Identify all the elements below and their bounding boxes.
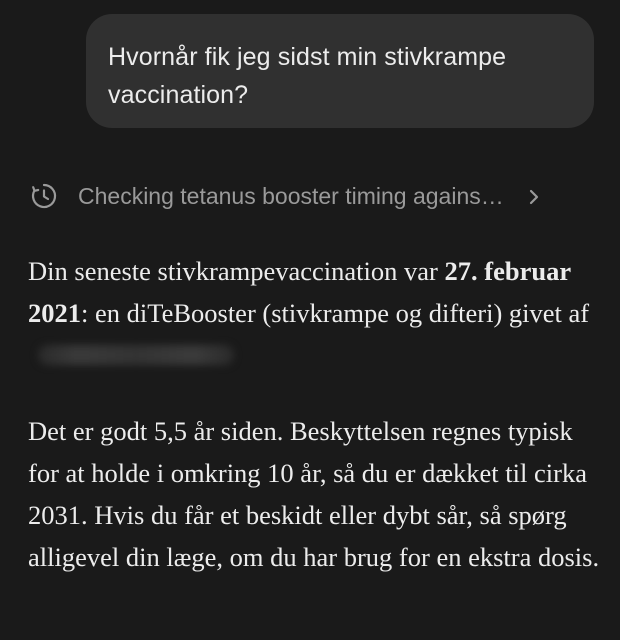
chevron-right-icon [526,186,542,206]
answer-text: Din seneste stivkrampevaccination var [28,256,445,286]
clock-icon [30,182,58,210]
answer-paragraph-1 [28,250,600,376]
user-message-bubble [86,14,594,128]
thinking-summary-label: Checking tetanus booster timing agains… [78,182,504,209]
redacted-provider-name [38,345,234,365]
answer-text: Det er godt 5,5 år siden. Beskyttelsen regnes typisk for at holde i omkring 10 år, så du er dækket til cirka 2031. Hvis du får et beskidt eller dybt sår, så spørg alligevel din læge, om du har brug for en ekstra dosis. [28,416,600,572]
thinking-summary-toggle[interactable] [30,176,542,216]
vaccination-date: 27. februar 2021 [28,256,571,328]
user-message-text: Hvornår fik jeg sidst min stivkrampe vaccination? [108,43,507,109]
answer-text: : en diTeBooster (stivkrampe og difteri) givet af [81,298,590,328]
answer-paragraph-2 [28,410,600,578]
